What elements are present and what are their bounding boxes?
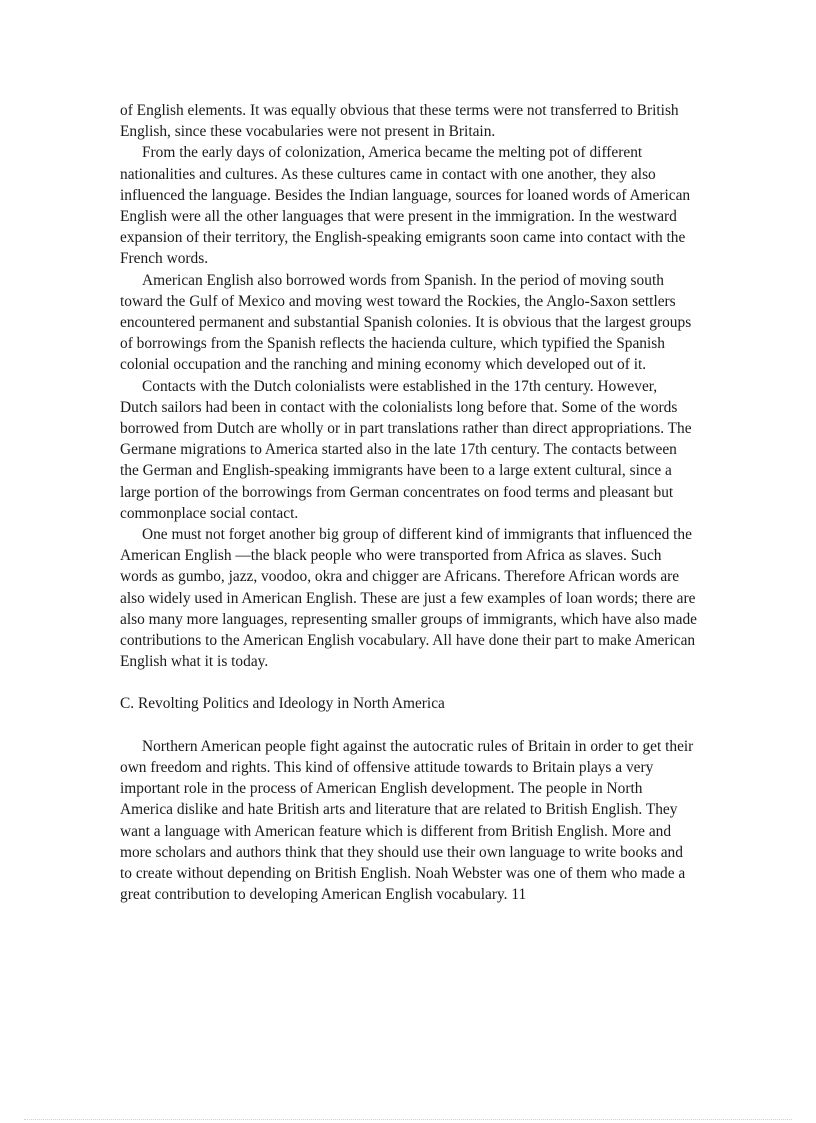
paragraph-politics: Northern American people fight against the autocratic rules of Britain in order to get their own freedom and rights. This kind of offensive attitude towards to Britain plays a very important role in the process of American English development. The people in North America dislike and hate British arts and literature that are related to British English. They want a language with American feature which is different from British English. More and more scholars and authors think that they should use their own language to write books and to create without depending on British English. Noah Webster was one of them who made a great contribution to developing American English vocabulary. 11 <box>120 737 694 904</box>
paragraph-african: One must not forget another big group of different kind of immigrants that influenced the American English —the black people who were transported from Africa as slaves. Such words as gumbo, jazz, voodoo, okra and chigger are Africans. Therefore African words are also widely used in American English. These are just a few examples of loan words; there are also many more languages, representing smaller groups of immigrants, which have also made contributions to the American English vocabulary. All have done their part to make American English what it is today. <box>120 526 697 671</box>
paragraph-dutch-german: Contacts with the Dutch colonialists were established in the 17th century. However, Dutch sailors had been in contact with the colonialists long before that. Some of the words borrowed from Dutch are wholly or in part translations rather than direct appropriations. The Germane migrations to America started also in the late 17th century. The contacts between the German and English-speaking immigrants have been to a large extent cultural, since a large portion of the borrowings from German concentrates on food terms and pleasant but commonplace social contact. <box>120 377 692 522</box>
section-heading: C. Revolting Politics and Ideology in North America <box>120 695 445 713</box>
paragraph-continuation: of English elements. It was equally obvious that these terms were not transferred to British English, since these vocabularies were not present in Britain. <box>120 102 679 141</box>
body-text <box>120 100 698 905</box>
paragraph-spanish: American English also borrowed words from Spanish. In the period of moving south toward the Gulf of Mexico and moving west toward the Rockies, the Anglo-Saxon settlers encountered permanent and substantial Spanish colonies. It is obvious that the largest groups of borrowings from the Spanish reflects the hacienda culture, which typified the Spanish colonial occupation and the ranching and mining economy which developed out of it. <box>120 271 692 374</box>
page-bottom-divider <box>24 1119 792 1120</box>
paragraph-colonization: From the early days of colonization, America became the melting pot of different nationalities and cultures. As these cultures came in contact with one another, they also influenced the language. Besides the Indian language, sources for loaned words of American English were all the other languages that were present in the immigration. In the westward expansion of their territory, the English-speaking emigrants soon came into contact with the French words. <box>120 144 691 268</box>
